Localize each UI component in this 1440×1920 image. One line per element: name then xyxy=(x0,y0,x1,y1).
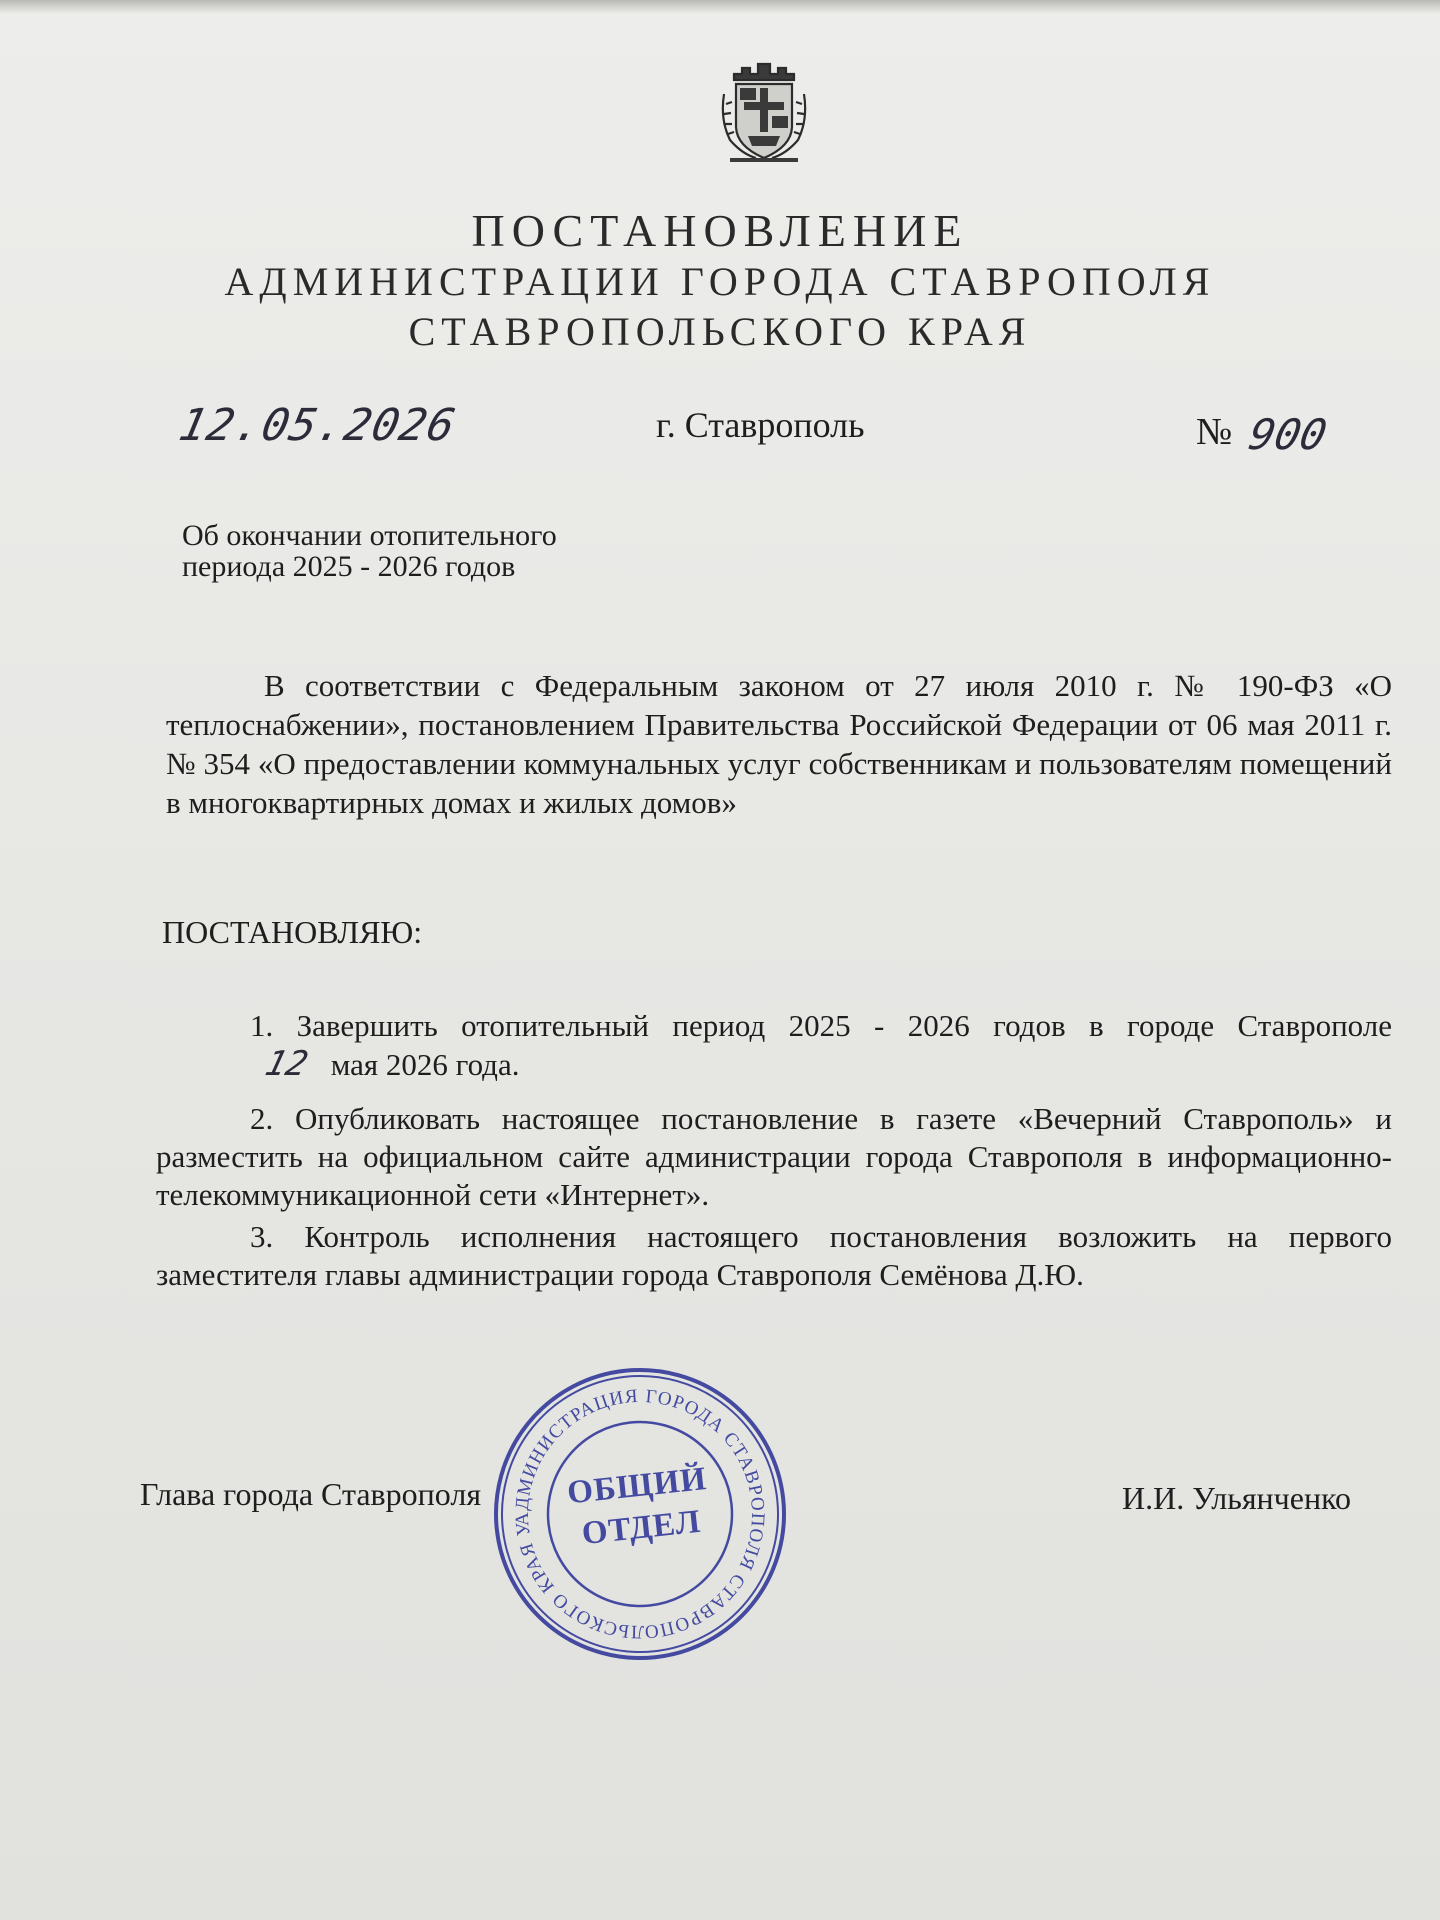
handwritten-day: 12 xyxy=(261,1044,312,1084)
stamp-ring-text: АДМИНИСТРАЦИЯ ГОРОДА СТАВРОПОЛЯ СТАВРОПОЛЬСКОГО КРАЯ УПРАВЛЕНИЕ ДЕЛОПРОИЗВОДСТВА И АРХИВА ✱ xyxy=(475,1363,769,1643)
document-title: ПОСТАНОВЛЕНИЕ xyxy=(471,205,969,256)
subject-block xyxy=(182,520,557,582)
preamble-paragraph: В соответствии с Федеральным законом от 27 июля 2010 г. № 190-ФЗ «О теплоснабжении», постановлением Правительства Российской Федерации от 06 мая 2011 г. № 354 «О предоставлении коммунальных услуг собственникам и пользователям помещений в многоквартирных домах и жилых домов» xyxy=(166,668,1392,820)
region-line: СТАВРОПОЛЬСКОГО КРАЯ xyxy=(408,309,1032,354)
handwritten-date: 12.05.2026 xyxy=(174,400,461,451)
resolution-item-2: 2. Опубликовать настоящее постановление в газете «Вечерний Ставрополь» и разместить на официальном сайте администрации города Ставрополя в информационно-телекоммуникационной сети «Интернет». xyxy=(156,1101,1392,1212)
item-text: мая 2026 года. xyxy=(330,1047,520,1082)
signatory-position: Глава города Ставрополя xyxy=(140,1476,482,1512)
item-text: 1. Завершить отопительный период 2025 - 2026 годов в городе Ставрополе xyxy=(250,1008,1392,1043)
subject-line: периода 2025 - 2026 годов xyxy=(182,550,516,583)
resolution-item-1 xyxy=(156,1007,1392,1084)
handwritten-number: 900 xyxy=(1244,410,1332,459)
stamp-center-line: ОТДЕЛ xyxy=(580,1503,703,1553)
stamp-center-line: ОБЩИЙ xyxy=(565,1460,709,1512)
signatory-name: И.И. Ульянченко xyxy=(1122,1480,1352,1516)
official-stamp xyxy=(475,1349,805,1679)
place-of-issue: г. Ставрополь xyxy=(656,405,865,445)
coat-of-arms-icon xyxy=(718,54,810,166)
resolution-item-3: 3. Контроль исполнения настоящего постановления возложить на первого заместителя главы администрации города Ставрополя Семёнова Д.Ю. xyxy=(156,1219,1392,1292)
page-edge-shadow xyxy=(0,0,1440,14)
resolve-heading: ПОСТАНОВЛЯЮ: xyxy=(162,914,423,950)
number-sign: № xyxy=(1196,411,1233,453)
subject-line: Об окончании отопительного xyxy=(182,519,557,552)
issuer-line: АДМИНИСТРАЦИИ ГОРОДА СТАВРОПОЛЯ xyxy=(224,259,1216,304)
